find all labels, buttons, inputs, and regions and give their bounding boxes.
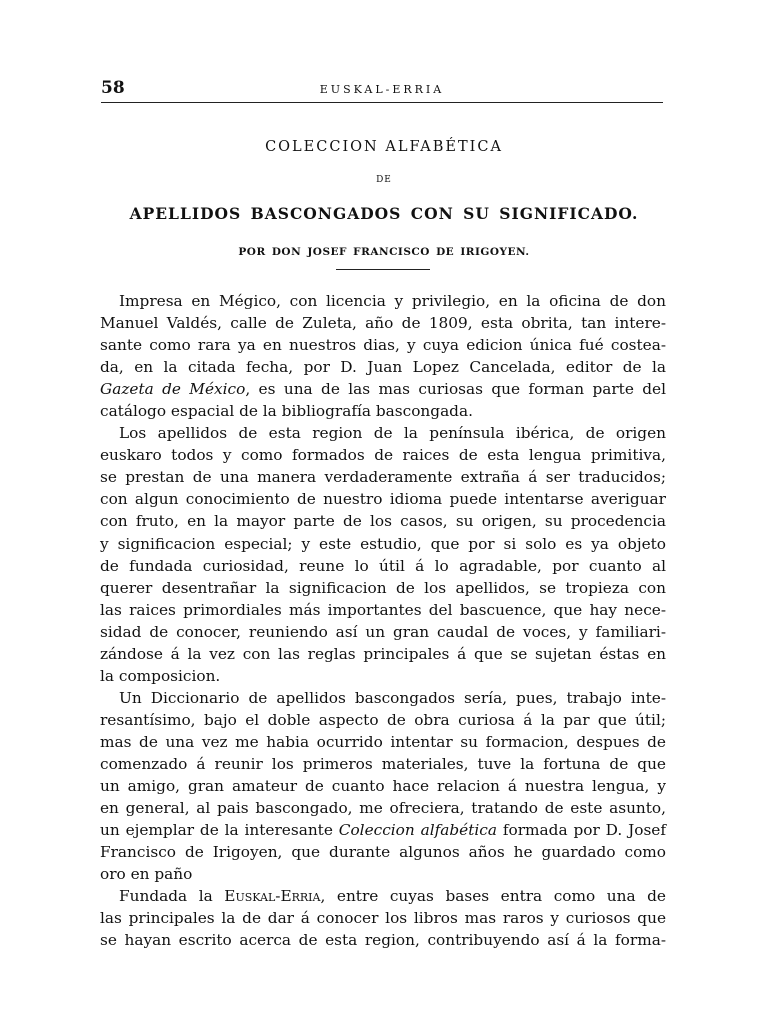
paragraph-4-line: las principales la de dar á conocer los libros mas raros y curiosos que [100, 909, 666, 928]
paragraph-2-line: de fundada curiosidad, reune lo útil á lo agradable, por cuanto al [100, 556, 666, 575]
paragraph-2-line: se prestan de una manera verdaderamente extraña á ser traducidos; [100, 468, 666, 487]
paragraph-2-line: con fruto, en la mayor parte de los casos, su origen, su procedencia [100, 512, 666, 531]
paragraph-2-line: sidad de conocer, reuniendo así un gran caudal de voces, y familiari- [100, 622, 666, 641]
paragraph-3-line: resantísimo, bajo el doble aspecto de obra curiosa á la par que útil; [100, 710, 666, 729]
title-line-1: COLECCION ALFABÉTICA [265, 139, 503, 155]
paragraph-2-line: querer desentrañar la significacion de los apellidos, se tropieza con [100, 578, 666, 597]
paragraph-3-line: mas de una vez me habia ocurrido intentar su formacion, despues de [100, 732, 666, 751]
paragraph-3-line: oro en paño [100, 865, 193, 884]
paragraph-2-line: y significacion especial; y este estudio, que por si solo es ya objeto [100, 534, 666, 553]
paragraph-3-line: comenzado á reunir los primeros materiales, tuve la fortuna de que [100, 754, 666, 773]
gazette-title: Gazeta de México [100, 380, 246, 399]
paragraph-1-line: catálogo espacial de la bibliografía bascongada. [100, 402, 473, 421]
paragraph-3-line: un ejemplar de la interesante Coleccion alfabética formada por D. Josef [100, 821, 667, 840]
paragraph-1-line: Manuel Valdés, calle de Zuleta, año de 1809, esta obrita, tan intere- [100, 314, 666, 333]
paragraph-3-line: en general, al pais bascongado, me ofreciera, tratando de este asunto, [100, 799, 666, 818]
coleccion-title: Coleccion alfabética [338, 821, 497, 840]
paragraph-4-line: se hayan escrito acerca de esta region, contribuyendo así á la forma- [100, 931, 666, 950]
paragraph-4-line: Fundada la Euskal-Erria, entre cuyas bases entra como una de [119, 887, 666, 906]
paragraph-3-line: un amigo, gran amateur de cuanto hace relacion á nuestra lengua, y [100, 777, 666, 796]
paragraph-1-line: Impresa en Mégico, con licencia y privilegio, en la oficina de don [119, 292, 666, 310]
paragraph-2-line: la composicion. [100, 666, 221, 685]
body-text [100, 290, 666, 951]
running-head: EUSKAL-ERRIA [319, 83, 445, 96]
paragraph-3-line: Francisco de Irigoyen, que durante algunos años he guardado como [100, 843, 666, 862]
paragraph-2-line: Los apellidos de esta region de la península ibérica, de origen [119, 424, 666, 443]
page-header [101, 78, 663, 102]
journal-name: Euskal-Erria [224, 887, 321, 906]
paragraph-3-line: Un Diccionario de apellidos bascongados sería, pues, trabajo inte- [119, 688, 666, 707]
header-rule [101, 102, 663, 103]
author-byline: POR DON JOSEF FRANCISCO DE IRIGOYEN. [238, 246, 530, 258]
paragraph-2-line: euskaro todos y como formados de raices de esta lengua primitiva, [100, 446, 666, 465]
page-number: 58 [101, 78, 125, 98]
title-line-3: APELLIDOS BASCONGADOS CON SU SIGNIFICADO. [129, 204, 639, 223]
paragraph-2-line: las raices primordiales más importantes del bascuence, que hay nece- [100, 600, 666, 619]
title-line-2: DE [376, 175, 392, 185]
byline-rule [336, 269, 430, 270]
paragraph-2-line: con algun conocimiento de nuestro idioma puede intentarse averiguar [100, 490, 666, 509]
paragraph-1-line: Gazeta de México, es una de las mas curiosas que forman parte del [100, 380, 666, 399]
paragraph-1-line: sante como rara ya en nuestros dias, y cuya edicion única fué costea- [100, 336, 666, 355]
paragraph-1-line: da, en la citada fecha, por D. Juan Lopez Cancelada, editor de la [100, 358, 666, 377]
paragraph-2-line: zándose á la vez con las reglas principales á que se sujetan éstas en [100, 644, 666, 663]
